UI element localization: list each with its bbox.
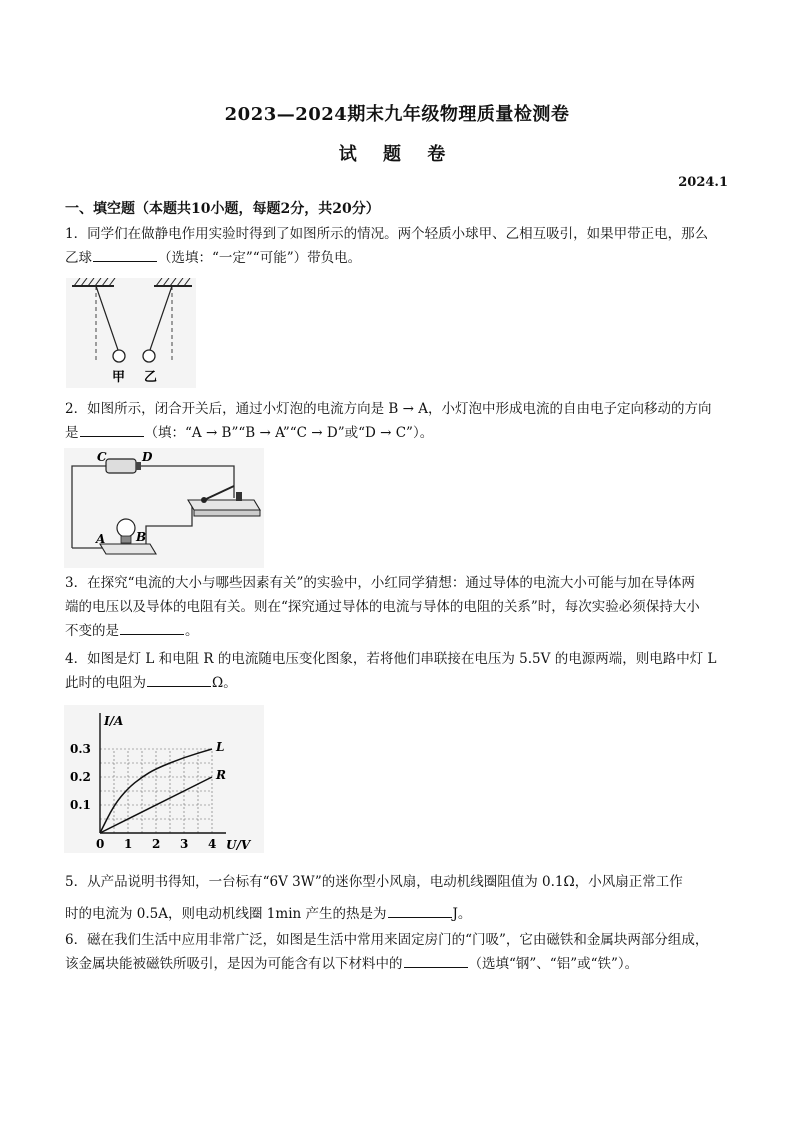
y-tick-label: 0.3 [70, 742, 91, 756]
answer-blank[interactable] [388, 903, 452, 918]
exam-date: 2024.1 [678, 175, 728, 190]
exam-title: 2023—2024期末九年级物理质量检测卷 [224, 104, 570, 125]
x-tick-label: 2 [152, 837, 161, 851]
question-text: 同学们在做静电作用实验时得到了如图所示的情况。两个轻质小球甲、乙相互吸引，如果甲带正电，那么 [87, 226, 709, 242]
label-yi: 乙 [144, 370, 158, 385]
question-text: 从产品说明书得知，一台标有“6V 3W”的迷你型小风扇，电动机线圈阻值为 0.1Ω，小风扇正常工作 [87, 874, 683, 890]
y-axis-label: I/A [104, 714, 124, 728]
question-text: 此时的电阻为 [65, 675, 146, 691]
question-number: 1． [65, 226, 88, 242]
bulb [117, 519, 135, 537]
question-text: 端的电压以及导体的电阻有关。则在“探究通过导体的电流与导体的电阻的关系”时，每次实验必须保持大小 [65, 599, 700, 615]
answer-blank[interactable] [120, 620, 184, 635]
question-number: 4． [65, 651, 88, 667]
question-text: 乙球 [65, 250, 92, 266]
answer-blank[interactable] [147, 672, 211, 687]
ball-yi [143, 350, 155, 362]
question-text: （选填“钢”、“铝”或“铁”）。 [468, 956, 639, 972]
question-number: 2． [65, 401, 88, 417]
question-text: 时的电流为 0.5A，则电动机线圈 1min 产生的热是为 [65, 906, 387, 922]
question-5 [65, 870, 737, 926]
iu-chart [64, 705, 264, 853]
question-number: 3． [65, 575, 88, 591]
question-text: 该金属块能被磁铁所吸引，是因为可能含有以下材料中的 [65, 956, 403, 972]
question-number: 5． [65, 874, 88, 890]
question-text: （填：“A → B”“B → A”“C → D”或“D → C”）。 [144, 425, 434, 441]
x-tick-label: 3 [180, 837, 189, 851]
x-tick-label: 4 [208, 837, 217, 851]
battery [106, 459, 136, 473]
question-text: J。 [452, 906, 472, 922]
question-text: （选填：“一定”“可能”）带负电。 [158, 250, 362, 266]
label-jia: 甲 [112, 370, 126, 385]
question-text: 在探究“电流的大小与哪些因素有关”的实验中，小红同学猜想：通过导体的电流大小可能与加在导体两 [87, 575, 695, 591]
question-text: 是 [65, 425, 79, 441]
question-text: 磁在我们生活中应用非常广泛，如图是生活中常用来固定房门的“门吸”，它由磁铁和金属块两部分组成， [87, 932, 709, 948]
question-2 [65, 397, 737, 445]
label-d: D [142, 450, 153, 464]
label-a: A [96, 532, 106, 546]
answer-blank[interactable] [93, 247, 157, 262]
exam-subtitle: 试 题 卷 [338, 144, 456, 165]
series-label-R: R [216, 768, 226, 782]
series-label-L: L [216, 740, 225, 754]
label-b: B [136, 530, 147, 544]
question-text: 不变的是 [65, 623, 119, 639]
y-tick-label: 0.1 [70, 798, 91, 812]
question-text: 如图所示，闭合开关后，通过小灯泡的电流方向是 B → A，小灯泡中形成电流的自由电子定向移动的方向 [87, 401, 712, 417]
question-number: 6． [65, 932, 88, 948]
question-text: Ω。 [212, 675, 237, 691]
question-1 [65, 222, 737, 270]
circuit-figure [64, 448, 264, 568]
x-axis-label: U/V [226, 838, 251, 852]
y-tick-label: 0.2 [70, 770, 91, 784]
x-tick-label: 0 [96, 837, 105, 851]
question-6 [65, 928, 737, 976]
question-3 [65, 571, 737, 643]
ball-jia [113, 350, 125, 362]
section-heading: 一、填空题（本题共10小题，每题2分，共20分） [65, 201, 380, 217]
question-text: 。 [185, 623, 199, 639]
question-4 [65, 647, 737, 695]
answer-blank[interactable] [404, 953, 468, 968]
label-c: C [97, 450, 107, 464]
answer-blank[interactable] [80, 422, 144, 437]
question-text: 如图是灯 L 和电阻 R 的电流随电压变化图象，若将他们串联接在电压为 5.5V 的电源两端，则电路中灯 L [87, 651, 717, 667]
charged-balls-figure [66, 278, 196, 388]
x-tick-label: 1 [124, 837, 133, 851]
